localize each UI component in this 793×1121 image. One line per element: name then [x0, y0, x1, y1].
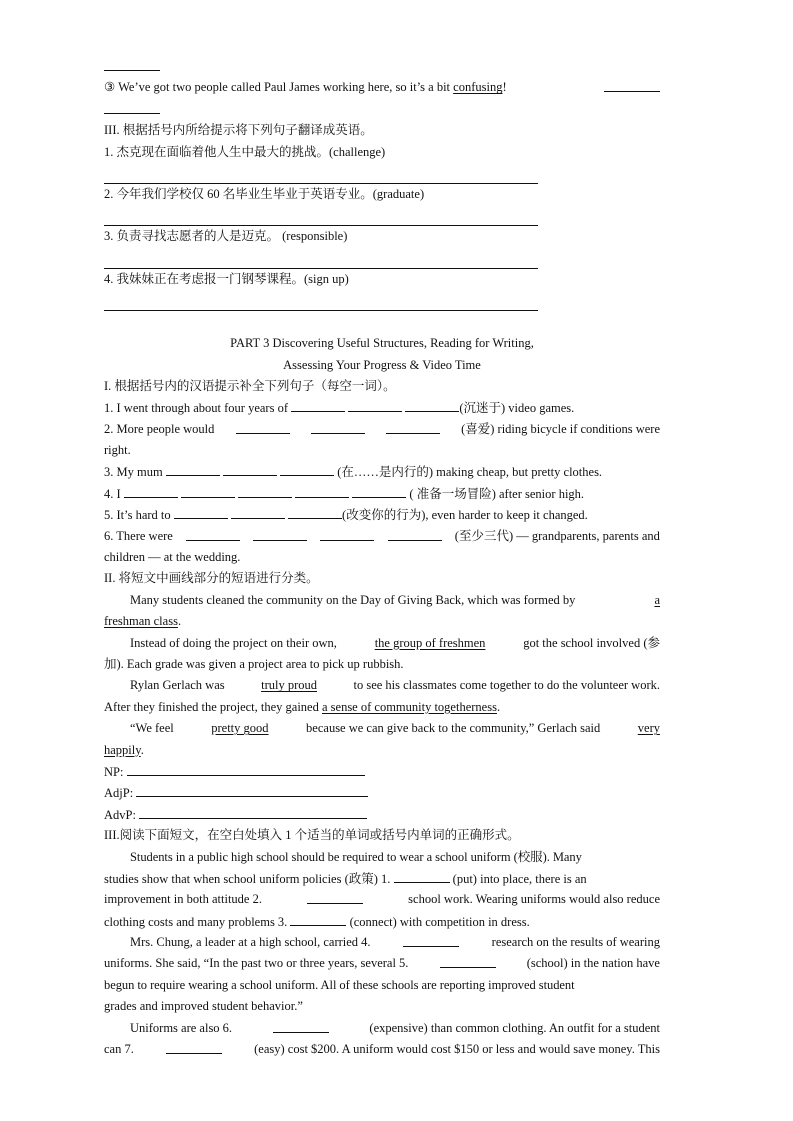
- passage-text: to see his classmates come together to do the volunteer work.: [353, 678, 660, 693]
- passage-text: got the school involved (参: [523, 635, 660, 650]
- section-title: II. 将短文中画线部分的短语进行分类。: [104, 571, 319, 586]
- adjp-answer: [104, 782, 660, 803]
- section-title: III.阅读下面短文，在空白处填入 1 个适当的单词或括号内单词的正确形式。: [104, 828, 520, 843]
- cloze-text: (expensive) than common clothing. An outfit for a student: [369, 1020, 660, 1035]
- answer-blank[interactable]: [104, 99, 160, 114]
- answer-blank[interactable]: [104, 56, 160, 71]
- passage-text: Rylan Gerlach was: [130, 678, 225, 693]
- cloze-text: (easy) cost $200. A uniform would cost $150 or less and would save money. This: [254, 1042, 660, 1057]
- cloze-line: [104, 1039, 660, 1060]
- answer-line[interactable]: [104, 290, 538, 311]
- underlined-phrase: the group of freshmen: [374, 635, 486, 650]
- section-title: III. 根据括号内所给提示将下列句子翻译成英语。: [104, 123, 373, 138]
- cloze-text: (put) into place, there is an: [452, 871, 587, 886]
- answer-line[interactable]: [104, 205, 538, 226]
- answer-blank[interactable]: [231, 504, 285, 519]
- passage-line: [104, 590, 660, 611]
- top-answer-blank: [104, 56, 660, 77]
- np-answer: [104, 761, 660, 782]
- answer-blank[interactable]: [348, 397, 402, 412]
- cloze-text: research on the results of wearing: [491, 935, 660, 950]
- underlined-phrase: a sense of community togetherness: [321, 699, 497, 714]
- question-hint: ( 准备一场冒险) after senior high.: [409, 486, 585, 501]
- question-number: ③: [104, 80, 116, 95]
- question-continuation: right.: [104, 443, 131, 458]
- cloze-blank-7[interactable]: [166, 1039, 222, 1054]
- section-title: I. 根据括号内的汉语提示补全下列句子（每空一词）。: [104, 378, 396, 393]
- passage-text: Instead of doing the project on their own,: [130, 635, 337, 650]
- question-text: 4. 我妹妹正在考虑报一门钢琴课程。(sign up): [104, 271, 349, 286]
- question-text: 1. I went through about four years of: [104, 401, 288, 416]
- answer-blank[interactable]: [174, 504, 228, 519]
- passage-line: [104, 697, 660, 718]
- cloze-line: grades and improved student behavior.”: [104, 999, 303, 1014]
- question-text: 2. More people would: [104, 421, 215, 436]
- fill-question-3: [104, 461, 660, 482]
- cloze-line: [104, 868, 660, 889]
- underlined-phrase: pretty good: [211, 721, 269, 736]
- answer-blank[interactable]: [386, 419, 440, 434]
- answer-blank[interactable]: [186, 526, 240, 541]
- answer-blank[interactable]: [181, 483, 235, 498]
- translation-question: [104, 226, 660, 268]
- question-text: 3. 负责寻找志愿者的人是迈克。 (responsible): [104, 229, 348, 244]
- cloze-line: [104, 889, 660, 910]
- question-continuation: children — at the wedding.: [104, 550, 241, 565]
- answer-blank[interactable]: [124, 483, 178, 498]
- advp-answer: [104, 804, 660, 825]
- question-text: 6. There were: [104, 528, 173, 543]
- answer-line[interactable]: [127, 761, 365, 776]
- passage-text: .: [140, 742, 144, 757]
- fill-question-1: [104, 397, 660, 418]
- underlined-phrase: a: [654, 592, 660, 607]
- question-text: 5. It’s hard to: [104, 508, 171, 523]
- question-text: We’ve got two people called Paul James working here, so it’s a bit: [118, 80, 454, 95]
- cloze-text: (school) in the nation have: [526, 956, 660, 971]
- passage-line: [104, 740, 660, 761]
- question-text: 1. 杰克现在面临着他人生中最大的挑战。(challenge): [104, 144, 386, 159]
- cloze-text: studies show that when school uniform policies (政策) 1.: [104, 871, 391, 886]
- question-text: 2. 今年我们学校仅 60 名毕业生毕业于英语专业。(graduate): [104, 186, 425, 201]
- answer-blank[interactable]: [388, 526, 442, 541]
- cloze-line: [104, 932, 660, 953]
- answer-blank[interactable]: [311, 419, 365, 434]
- answer-label: NP:: [104, 764, 124, 779]
- cloze-text: uniforms. She said, “In the past two or three years, several 5.: [104, 956, 409, 971]
- underlined-phrase: happily: [104, 742, 141, 757]
- answer-blank[interactable]: [291, 397, 345, 412]
- cloze-text: Uniforms are also 6.: [130, 1020, 233, 1035]
- cloze-text: clothing costs and many problems 3.: [104, 914, 288, 929]
- underlined-phrase: truly proud: [261, 678, 317, 693]
- cloze-text: school work. Wearing uniforms would also reduce: [408, 892, 660, 907]
- question-hint: (改变你的行为), even harder to keep it changed.: [342, 508, 588, 523]
- cloze-line: [104, 1018, 660, 1039]
- translation-question: [104, 142, 660, 184]
- answer-blank[interactable]: [604, 77, 660, 92]
- cloze-text: can 7.: [104, 1042, 134, 1057]
- cloze-text: improvement in both attitude 2.: [104, 892, 262, 907]
- question-text: 4. I: [104, 486, 121, 501]
- answer-blank[interactable]: [253, 526, 307, 541]
- cloze-line: [104, 911, 660, 932]
- passage-line: [104, 611, 660, 632]
- answer-blank[interactable]: [295, 483, 349, 498]
- answer-blank[interactable]: [223, 461, 277, 476]
- answer-blank[interactable]: [280, 461, 334, 476]
- question-hint: (喜爱) riding bicycle if conditions were: [461, 421, 660, 436]
- answer-blank[interactable]: [405, 397, 459, 412]
- passage-text: “We feel: [130, 721, 174, 736]
- underlined-word: confusing: [453, 80, 503, 95]
- question-hint: (在……是内行的) making cheap, but pretty clothes.: [337, 465, 603, 480]
- answer-label: AdjP:: [104, 786, 134, 801]
- part-title-line1: PART 3 Discovering Useful Structures, Reading for Writing,: [230, 336, 534, 351]
- cloze-blank-4[interactable]: [403, 932, 459, 947]
- translation-question: [104, 269, 660, 311]
- question-hint: (至少三代) — grandparents, parents and: [454, 528, 660, 543]
- cloze-line: Students in a public high school should be required to wear a school uniform (校服). Many: [130, 849, 582, 864]
- answer-blank[interactable]: [320, 526, 374, 541]
- cloze-text: Mrs. Chung, a leader at a high school, carried 4.: [130, 935, 371, 950]
- cloze-blank-2[interactable]: [307, 889, 363, 904]
- underlined-phrase: freshman class: [104, 614, 178, 629]
- passage-text: .: [496, 699, 501, 714]
- answer-blank[interactable]: [236, 419, 290, 434]
- part-title-line2: Assessing Your Progress & Video Time: [283, 357, 481, 372]
- answer-line[interactable]: [104, 248, 538, 269]
- answer-blank[interactable]: [288, 504, 342, 519]
- answer-blank-line: [104, 99, 660, 120]
- cloze-blank-3[interactable]: [290, 911, 346, 926]
- cloze-line: [104, 953, 660, 974]
- question-3-line: [104, 77, 660, 98]
- passage-line: [104, 633, 660, 654]
- fill-question-5: [104, 504, 660, 525]
- translation-question: [104, 184, 660, 226]
- question-text: 3. My mum: [104, 465, 163, 480]
- cloze-blank-5[interactable]: [440, 953, 496, 968]
- cloze-line: begun to require wearing a school uniform. All of these schools are reporting improved student: [104, 977, 575, 992]
- passage-text: .: [177, 614, 182, 629]
- cloze-blank-6[interactable]: [273, 1018, 329, 1033]
- answer-line[interactable]: [104, 163, 538, 184]
- cloze-text: (connect) with competition in dress.: [349, 914, 530, 929]
- answer-line[interactable]: [139, 804, 367, 819]
- fill-question-4: [104, 483, 660, 504]
- passage-line: [104, 718, 660, 739]
- question-punct: !: [502, 80, 507, 95]
- answer-blank[interactable]: [238, 483, 292, 498]
- fill-question-6: [104, 526, 660, 547]
- underlined-phrase: very: [637, 721, 660, 736]
- answer-blank[interactable]: [166, 461, 220, 476]
- answer-line[interactable]: [136, 782, 368, 797]
- question-hint: (沉迷于) video games.: [459, 401, 575, 416]
- passage-text: because we can give back to the community,” Gerlach said: [306, 721, 601, 736]
- answer-label: AdvP:: [104, 807, 136, 822]
- fill-question-2: [104, 419, 660, 440]
- passage-line: [104, 675, 660, 696]
- passage-line: 加). Each grade was given a project area to pick up rubbish.: [104, 656, 404, 671]
- cloze-blank-1[interactable]: [394, 868, 450, 883]
- answer-blank[interactable]: [352, 483, 406, 498]
- passage-text: Many students cleaned the community on the Day of Giving Back, which was formed by: [130, 592, 576, 607]
- passage-text: After they finished the project, they gained: [104, 699, 319, 714]
- worksheet-page: [104, 56, 660, 1060]
